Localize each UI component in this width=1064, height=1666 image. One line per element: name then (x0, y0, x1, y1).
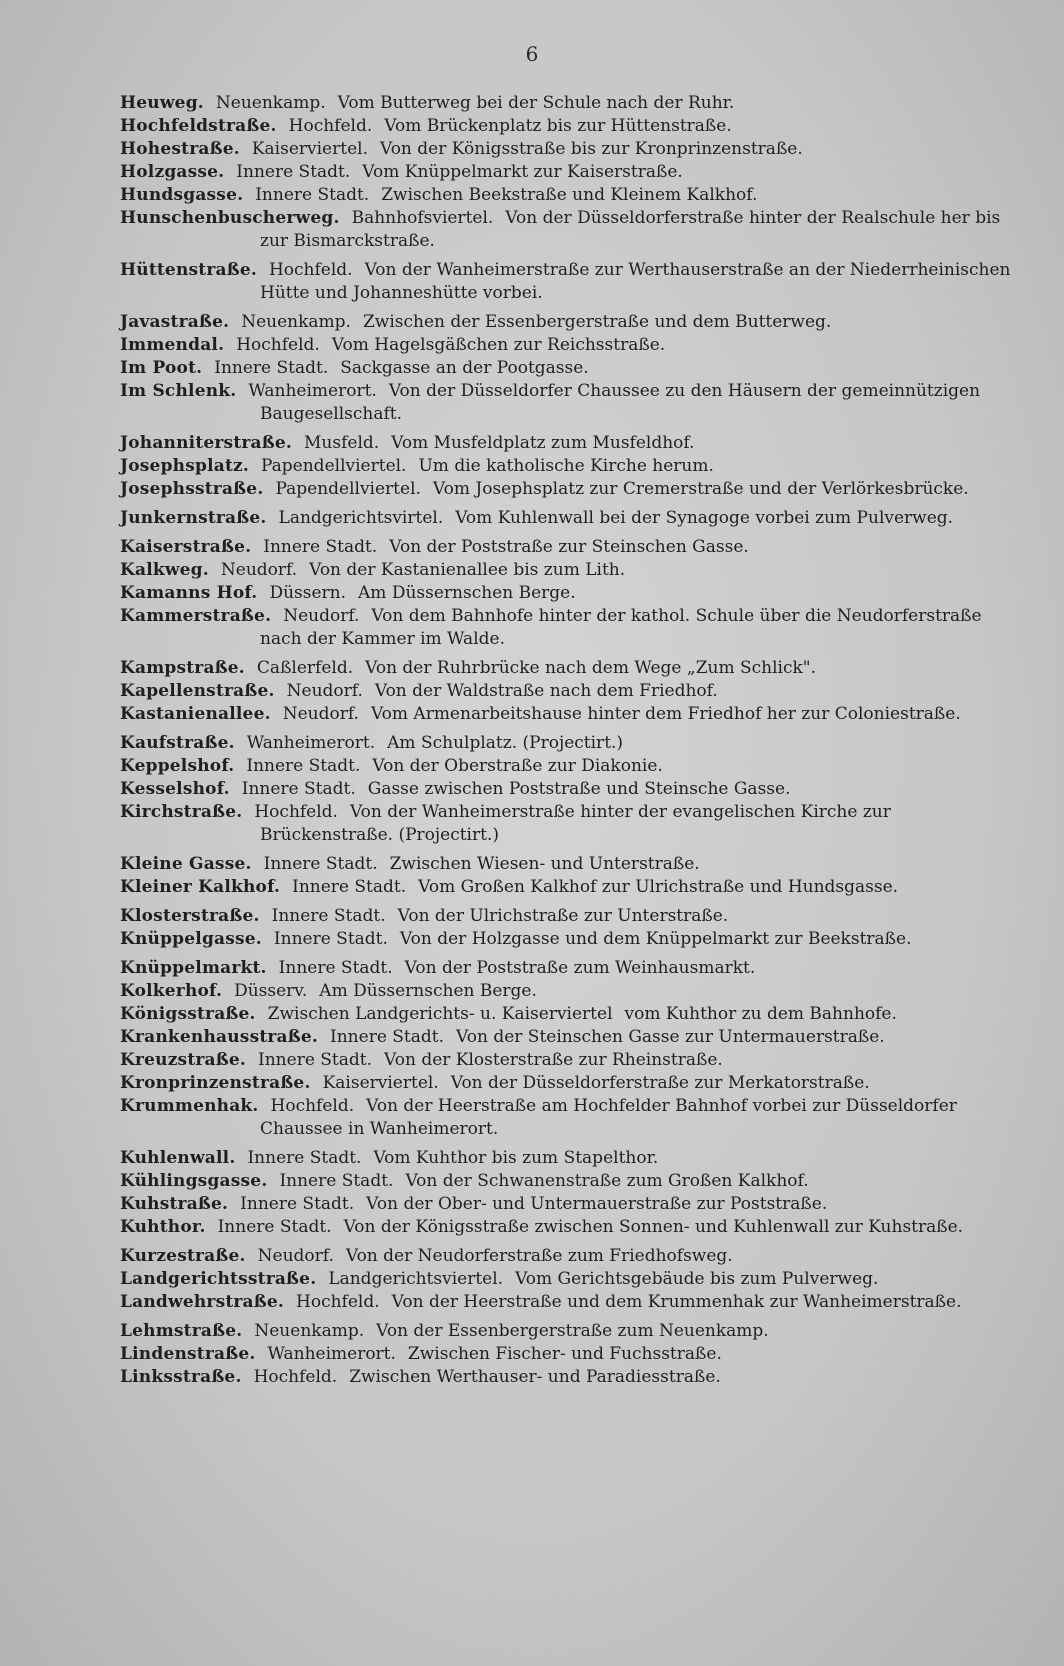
directory-entry (120, 311, 1020, 334)
entry-street-name: Immendal. (120, 335, 225, 355)
directory-entry (120, 455, 1020, 478)
directory-entry (120, 680, 1020, 703)
directory-entry (120, 507, 1020, 530)
entry-street-name: Krankenhausstraße. (120, 1027, 319, 1047)
entry-description: Von der Steinschen Gasse zur Untermauerstraße. (456, 1027, 885, 1047)
entry-description: vom Kuhthor zu dem Bahnhofe. (624, 1004, 897, 1024)
entry-description: Von der Essenbergerstraße zum Neuenkamp. (376, 1321, 769, 1341)
directory-entry (120, 1170, 1020, 1193)
entry-district: Hochfeld. (288, 116, 373, 136)
entry-description: Vom Kuhthor bis zum Stapelthor. (373, 1148, 659, 1168)
directory-entry (120, 334, 1020, 357)
entry-street-name: Klosterstraße. (120, 906, 260, 926)
entry-district: Innere Stadt. (214, 358, 329, 378)
entry-street-name: Knüppelmarkt. (120, 958, 267, 978)
entry-street-name: Hundsgasse. (120, 185, 244, 205)
entry-street-name: Heuweg. (120, 93, 204, 113)
entry-district: Neuenkamp. (241, 312, 351, 332)
entry-street-name: Kronprinzenstraße. (120, 1073, 311, 1093)
entry-district: Neudorf. (283, 606, 360, 626)
entry-description: Von der Heerstraße und dem Krummenhak zur Wanheimerstraße. (391, 1292, 962, 1312)
directory-entry (120, 432, 1020, 455)
entry-street-name: Kleiner Kalkhof. (120, 877, 281, 897)
directory-entry (120, 1072, 1020, 1095)
entry-description: Vom Butterweg bei der Schule nach der Ruhr. (337, 93, 735, 113)
directory-entry (120, 755, 1020, 778)
directory-entry (120, 1193, 1020, 1216)
page-number: 6 (525, 42, 539, 66)
directory-entry (120, 928, 1020, 951)
entry-street-name: Kampstraße. (120, 658, 245, 678)
directory-entry (120, 115, 1020, 138)
entry-street-name: Johanniterstraße. (120, 433, 293, 453)
entry-street-name: Hohestraße. (120, 139, 240, 159)
directory-entry (120, 1268, 1020, 1291)
directory-entry (120, 582, 1020, 605)
entry-description: Von der Poststraße zum Weinhausmarkt. (404, 958, 756, 978)
entry-street-name: Hüttenstraße. (120, 260, 257, 280)
entry-street-name: Josephsstraße. (120, 479, 264, 499)
entry-street-name: Keppelshof. (120, 756, 235, 776)
entry-district: Neudorf. (220, 560, 298, 580)
entry-street-name: Kamanns Hof. (120, 583, 258, 603)
entry-district: Caßlerfeld. (256, 658, 354, 678)
directory-entry (120, 1216, 1020, 1239)
entry-street-name: Hochfeldstraße. (120, 116, 277, 136)
entry-district: Kaiserviertel. (322, 1073, 439, 1093)
directory-entry (120, 778, 1020, 801)
entry-description: Von der Königsstraße bis zur Kronprinzenstraße. (379, 139, 803, 159)
directory-entry (120, 957, 1020, 980)
entry-district: Düsserv. (234, 981, 308, 1001)
directory-entry (120, 657, 1020, 680)
entry-district: Neudorf. (286, 681, 363, 701)
entry-district: Neudorf. (257, 1246, 334, 1266)
entry-street-name: Kuhthor. (120, 1217, 206, 1237)
entry-district: Innere Stadt. (278, 958, 393, 978)
directory-entry (120, 1147, 1020, 1170)
entry-district: Landgerichtsvirtel. (278, 508, 444, 528)
entry-district: Innere Stadt. (279, 1171, 394, 1191)
directory-entry (120, 184, 1020, 207)
entry-street-name: Hunschenbuscherweg. (120, 208, 340, 228)
entry-description: Von der Königsstraße zwischen Sonnen- und Kuhlenwall zur Kuhstraße. (343, 1217, 964, 1237)
directory-entry (120, 1320, 1020, 1343)
entry-description: Zwischen Werthauser- und Paradiesstraße. (349, 1367, 721, 1387)
entry-district: Düssern. (269, 583, 347, 603)
entry-street-name: Kreuzstraße. (120, 1050, 247, 1070)
entry-description: Von der Düsseldorferstraße hinter der Realschule her bis zur Bismarckstraße. (260, 208, 1001, 251)
entry-description: Von der Schwanenstraße zum Großen Kalkhof. (405, 1171, 809, 1191)
entry-description: Vom Knüppelmarkt zur Kaiserstraße. (362, 162, 683, 182)
entry-description: Am Düssernschen Berge. (358, 583, 576, 603)
entry-description: Von der Wanheimerstraße zur Werthauserstraße an der Niederrheinischen Hütte und Johanneshütte vorbei. (260, 260, 1011, 303)
entry-street-name: Kirchstraße. (120, 802, 243, 822)
entry-district: Neuenkamp. (215, 93, 326, 113)
entry-description: Am Schulplatz. (Projectirt.) (387, 733, 624, 753)
entry-district: Papendellviertel. (260, 456, 407, 476)
entry-description: Gasse zwischen Poststraße und Steinsche Gasse. (367, 779, 791, 799)
entry-street-name: Landgerichtsstraße. (120, 1269, 317, 1289)
entry-description: Von der Düsseldorfer Chaussee zu den Häusern der gemeinnützigen Baugesellschaft. (260, 381, 981, 424)
entry-street-name: Kesselshof. (120, 779, 230, 799)
entry-description: Zwischen Beekstraße und Kleinem Kalkhof. (381, 185, 758, 205)
entry-district: Hochfeld. (268, 260, 353, 280)
directory-entry (120, 380, 1020, 426)
entry-street-name: Lehmstraße. (120, 1321, 243, 1341)
entry-district: Hochfeld. (236, 335, 320, 355)
entry-district: Innere Stadt. (273, 929, 388, 949)
entry-description: Zwischen Fischer- und Fuchsstraße. (407, 1344, 722, 1364)
entry-description: Von der Kastanienallee bis zum Lith. (309, 560, 626, 580)
directory-entry (120, 703, 1020, 726)
entry-description: Von der Klosterstraße zur Rheinstraße. (384, 1050, 723, 1070)
entry-district: Wanheimerort. (248, 381, 377, 401)
entry-street-name: Kolkerhof. (120, 981, 223, 1001)
directory-entry (120, 1095, 1020, 1141)
entry-district: Innere Stadt. (255, 185, 370, 205)
entry-description: Von der Oberstraße zur Diakonie. (372, 756, 663, 776)
entry-description: Vom Gerichtsgebäude bis zum Pulverweg. (515, 1269, 879, 1289)
entry-description: Von der Ruhrbrücke nach dem Wege „Zum Schlick". (365, 658, 817, 678)
entry-street-name: Kalkweg. (120, 560, 209, 580)
directory-entry (120, 732, 1020, 755)
entry-description: Vom Großen Kalkhof zur Ulrichstraße und Hundsgasse. (418, 877, 899, 897)
entry-district: Innere Stadt. (330, 1027, 445, 1047)
entry-description: Vom Kuhlenwall bei der Synagoge vorbei zum Pulverweg. (455, 508, 954, 528)
entry-district: Innere Stadt. (241, 779, 356, 799)
entry-district: Innere Stadt. (247, 1148, 362, 1168)
directory-entry (120, 1291, 1020, 1314)
entry-street-name: Linksstraße. (120, 1367, 242, 1387)
entry-street-name: Josephsplatz. (120, 456, 249, 476)
entry-street-name: Lindenstraße. (120, 1344, 256, 1364)
directory-entry (120, 853, 1020, 876)
entry-district: Neudorf. (282, 704, 359, 724)
directory-entry (120, 138, 1020, 161)
directory-entry (120, 1003, 1020, 1026)
directory-entry (120, 92, 1020, 115)
street-directory-list (120, 92, 1020, 1389)
entry-description: Vom Josephsplatz zur Cremerstraße und der Verlörkesbrücke. (432, 479, 969, 499)
directory-entry (120, 905, 1020, 928)
directory-entry (120, 478, 1020, 501)
entry-description: Von der Ober- und Untermauerstraße zur Poststraße. (366, 1194, 828, 1214)
entry-description: Von der Holzgasse und dem Knüppelmarkt zur Beekstraße. (399, 929, 912, 949)
entry-district: Innere Stadt. (258, 1050, 373, 1070)
directory-entry (120, 1049, 1020, 1072)
directory-entry (120, 801, 1020, 847)
entry-street-name: Kurzestraße. (120, 1246, 246, 1266)
entry-district: Hochfeld. (296, 1292, 380, 1312)
directory-entry (120, 161, 1020, 184)
entry-district: Hochfeld. (254, 802, 338, 822)
entry-district: Papendellviertel. (275, 479, 421, 499)
entry-district: Neuenkamp. (254, 1321, 365, 1341)
entry-description: Von der Wanheimerstraße hinter der evangelischen Kirche zur Brückenstraße. (Projectirt.) (260, 802, 891, 845)
entry-street-name: Kaufstraße. (120, 733, 235, 753)
entry-description: Am Düssernschen Berge. (319, 981, 537, 1001)
entry-description: Vom Brückenplatz bis zur Hüttenstraße. (384, 116, 732, 136)
entry-description: Um die katholische Kirche herum. (418, 456, 714, 476)
entry-district: Hochfeld. (270, 1096, 355, 1116)
entry-district: Landgerichtsviertel. (328, 1269, 504, 1289)
entry-description: Sackgasse an der Pootgasse. (340, 358, 589, 378)
entry-district: Innere Stadt. (236, 162, 351, 182)
directory-entry (120, 1026, 1020, 1049)
entry-street-name: Kuhlenwall. (120, 1148, 236, 1168)
entry-description: Von der Heerstraße am Hochfelder Bahnhof vorbei zur Düsseldorfer Chaussee in Wanheimerort. (260, 1096, 957, 1139)
entry-district: Bahnhofsviertel. (351, 208, 494, 228)
entry-district: Innere Stadt. (271, 906, 386, 926)
entry-description: Von der Neudorferstraße zum Friedhofsweg. (345, 1246, 733, 1266)
entry-street-name: Königsstraße. (120, 1004, 256, 1024)
entry-district: Musfeld. (304, 433, 380, 453)
entry-district: Innere Stadt. (240, 1194, 355, 1214)
entry-description: Zwischen der Essenbergerstraße und dem Butterweg. (362, 312, 832, 332)
entry-district: Zwischen Landgerichts- u. Kaiserviertel (267, 1004, 613, 1024)
entry-street-name: Knüppelgasse. (120, 929, 262, 949)
entry-street-name: Kühlingsgasse. (120, 1171, 268, 1191)
entry-district: Innere Stadt. (292, 877, 407, 897)
entry-street-name: Javastraße. (120, 312, 230, 332)
entry-description: Vom Hagelsgäßchen zur Reichsstraße. (331, 335, 666, 355)
directory-entry (120, 559, 1020, 582)
entry-district: Innere Stadt. (217, 1217, 332, 1237)
entry-street-name: Krummenhak. (120, 1096, 259, 1116)
entry-description: Von der Poststraße zur Steinschen Gasse. (389, 537, 749, 557)
entry-street-name: Im Schlenk. (120, 381, 237, 401)
directory-entry (120, 980, 1020, 1003)
entry-district: Wanheimerort. (267, 1344, 396, 1364)
entry-description: Von der Ulrichstraße zur Unterstraße. (397, 906, 729, 926)
directory-entry (120, 1366, 1020, 1389)
entry-street-name: Kastanienallee. (120, 704, 271, 724)
entry-description: Vom Armenarbeitshause hinter dem Friedhof her zur Coloniestraße. (370, 704, 961, 724)
directory-entry (120, 876, 1020, 899)
entry-street-name: Holzgasse. (120, 162, 225, 182)
entry-district: Hochfeld. (253, 1367, 338, 1387)
entry-description: Von dem Bahnhofe hinter der kathol. Schule über die Neudorferstraße nach der Kammer im Walde. (260, 606, 982, 649)
directory-entry (120, 259, 1020, 305)
entry-street-name: Kaiserstraße. (120, 537, 252, 557)
entry-street-name: Kammerstraße. (120, 606, 272, 626)
entry-street-name: Junkernstraße. (120, 508, 267, 528)
entry-district: Innere Stadt. (246, 756, 361, 776)
directory-entry (120, 1343, 1020, 1366)
entry-description: Von der Waldstraße nach dem Friedhof. (374, 681, 718, 701)
entry-description: Zwischen Wiesen- und Unterstraße. (389, 854, 700, 874)
entry-district: Wanheimerort. (246, 733, 376, 753)
entry-description: Von der Düsseldorferstraße zur Merkatorstraße. (450, 1073, 870, 1093)
entry-street-name: Kapellenstraße. (120, 681, 275, 701)
entry-street-name: Landwehrstraße. (120, 1292, 285, 1312)
directory-entry (120, 1245, 1020, 1268)
entry-street-name: Im Poot. (120, 358, 203, 378)
entry-district: Innere Stadt. (263, 854, 378, 874)
entry-description: Vom Musfeldplatz zum Musfeldhof. (391, 433, 695, 453)
entry-district: Innere Stadt. (263, 537, 378, 557)
directory-entry (120, 605, 1020, 651)
directory-entry (120, 357, 1020, 380)
entry-street-name: Kuhstraße. (120, 1194, 229, 1214)
directory-entry (120, 207, 1020, 253)
entry-street-name: Kleine Gasse. (120, 854, 252, 874)
directory-entry (120, 536, 1020, 559)
entry-district: Kaiserviertel. (251, 139, 368, 159)
